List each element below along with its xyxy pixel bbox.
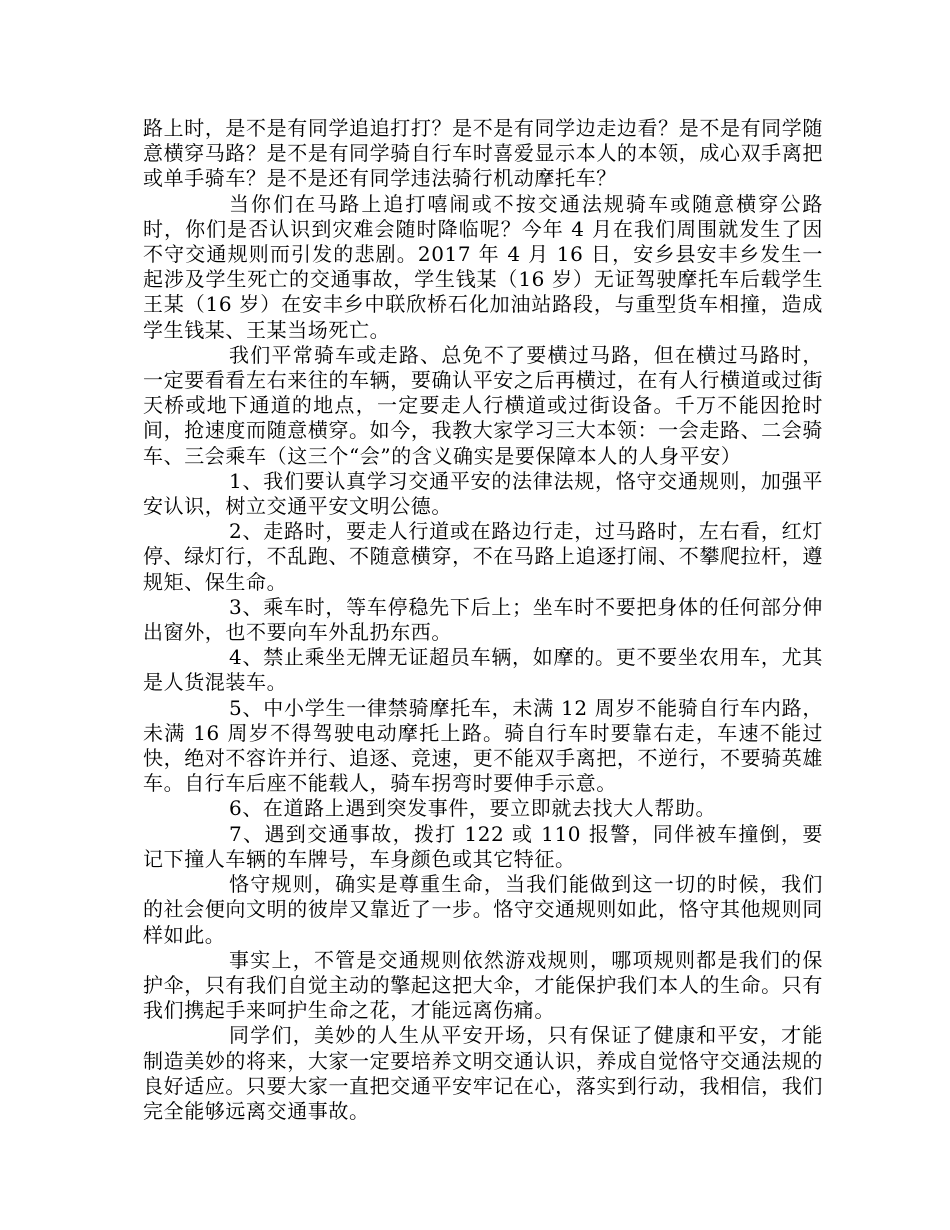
paragraph-warning: 当你们在马路上追打嘻闹或不按交通法规骑车或随意横穿公路时，你们是否认识到灾难会随时降临呢？今年 4 月在我们周围就发生了因不守交通规则而引发的悲剧。2017 年 4 月 16 日，安乡县安丰乡发生一起涉及学生死亡的交通事故，学生钱某（16 岁）无证驾驶摩托车后载学生王某（16 岁）在安丰乡中联欣桥石化加油站路段，与重型货车相撞，造成学生钱某、王某当场死亡。 [143,191,823,342]
rule-item-3: 3、乘车时，等车停稳先下后上；坐车时不要把身体的任何部分伸出窗外，也不要向车外乱扔东西。 [143,594,823,645]
paragraph-respect-rules: 恪守规则，确实是尊重生命，当我们能做到这一切的时候，我们的社会便向文明的彼岸又靠近了一步。恪守交通规则如此，恪守其他规则同样如此。 [143,872,823,947]
paragraph-crossing-road: 我们平常骑车或走路、总免不了要横过马路，但在横过马路时，一定要看看左右来往的车辆，要确认平安之后再横过，在有人行横道或过街天桥或地下通道的地点，一定要走人行横道或过街设备。千万不能因抢时间，抢速度而随意横穿。如今，我教大家学习三大本领：一会走路、二会骑车、三会乘车（这三个“会”的含义确实是要保障本人的人身平安） [143,342,823,468]
rule-item-6: 6、在道路上遇到突发事件，要立即就去找大人帮助。 [229,796,717,821]
document-body [143,116,823,1124]
rule-item-7: 7、遇到交通事故，拨打 122 或 110 报警，同伴被车撞倒，要记下撞人车辆的车牌号，车身颜色或其它特征。 [143,821,823,871]
rule-item-4: 4、禁止乘坐无牌无证超员车辆，如摩的。更不要坐农用车，尤其是人货混装车。 [143,645,823,695]
rule-item-2: 2、走路时，要走人行道或在路边行走，过马路时，左右看，红灯停、绿灯行，不乱跑、不随意横穿，不在马路上追逐打闹、不攀爬拉杆，遵规矩、保生命。 [143,519,823,594]
rule-item-1: 1、我们要认真学习交通平安的法律法规，恪守交通规则，加强平安认识，树立交通平安文明公德。 [143,468,823,519]
paragraph-umbrella: 事实上，不管是交通规则依然游戏规则，哪项规则都是我们的保护伞，只有我们自觉主动的擎起这把大伞，才能保护我们本人的生命。只有我们携起手来呵护生命之花，才能远离伤痛。 [143,947,823,1023]
rule-item-5: 5、中小学生一律禁骑摩托车，未满 12 周岁不能骑自行车内路，未满 16 周岁不得驾驶电动摩托上路。骑自行车时要靠右走，车速不能过快，绝对不容许并行、追逐、竞速，更不能双手离把，不逆行，不要骑英雄车。自行车后座不能载人，骑车拐弯时要伸手示意。 [143,695,823,796]
paragraph-conclusion: 同学们，美妙的人生从平安开场，只有保证了健康和平安，才能制造美妙的将来，大家一定要培养文明交通认识，养成自觉恪守交通法规的良好适应。只要大家一直把交通平安牢记在心，落实到行动，我相信，我们完全能够远离交通事故。 [143,1023,823,1123]
paragraph-continuation: 路上时，是不是有同学追追打打？是不是有同学边走边看？是不是有同学随意横穿马路？是不是有同学骑自行车时喜爱显示本人的本领，成心双手离把或单手骑车？是不是还有同学违法骑行机动摩托车？ [143,116,823,191]
